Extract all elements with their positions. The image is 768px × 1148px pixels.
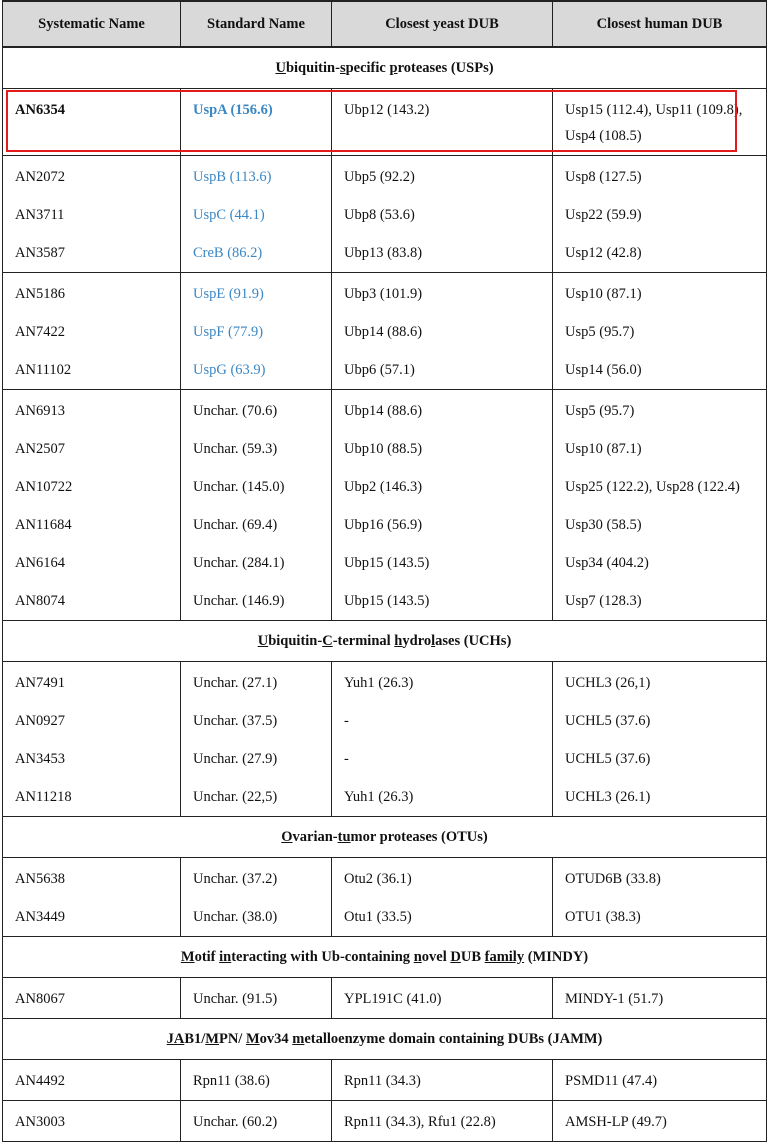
human-dub-cell: Usp5 (95.7) [553,390,767,431]
human-dub-cell: Usp22 (59.9) [553,196,767,234]
section-title-part: ydro [402,633,432,649]
table-row [3,1101,767,1142]
yeast-dub-cell: Ubp15 (143.5) [332,582,553,621]
section-title-part: U [275,60,286,76]
section-title-part: biquitin- [285,60,340,76]
human-dub-cell: PSMD11 (47.4) [553,1060,767,1101]
table-row [3,740,767,778]
section-title-part: h [394,633,403,649]
systematic-name-cell: AN2507 [3,430,181,468]
section-title-part: pecific [345,60,390,76]
systematic-name-cell: AN11102 [3,351,181,390]
table-row [3,662,767,703]
yeast-dub-cell: Ubp5 (92.2) [332,156,553,197]
table-row [3,196,767,234]
section-title-part: ases (UCHs) [435,633,512,649]
header-standard-name: Standard Name [181,1,332,47]
systematic-name-cell: AN3453 [3,740,181,778]
yeast-dub-cell: Ubp3 (101.9) [332,273,553,314]
section-header-row [3,47,767,89]
standard-name-cell: Unchar. (284.1) [181,544,332,582]
human-dub-cell: Usp8 (127.5) [553,156,767,197]
section-title [3,817,767,858]
standard-name-cell[interactable]: UspB (113.6) [181,156,332,197]
section-title-part: O [281,829,293,845]
systematic-name-cell: AN2072 [3,156,181,197]
human-dub-cell: Usp25 (122.2), Usp28 (122.4) [553,468,767,506]
section-title [3,1019,767,1060]
human-dub-cell: Usp34 (404.2) [553,544,767,582]
human-dub-cell: Usp12 (42.8) [553,234,767,273]
standard-name-cell[interactable]: UspC (44.1) [181,196,332,234]
yeast-dub-cell: - [332,702,553,740]
systematic-name-cell: AN6913 [3,390,181,431]
yeast-dub-cell: Otu2 (36.1) [332,858,553,899]
table-row [3,313,767,351]
section-header-row [3,1019,767,1060]
table-row [3,1060,767,1101]
standard-name-cell: Unchar. (38.0) [181,898,332,937]
header-row [3,1,767,47]
section-title-part: teracting with Ub-containing [231,949,414,965]
yeast-dub-cell: Ubp12 (143.2) [332,89,553,156]
standard-name-cell: Unchar. (69.4) [181,506,332,544]
systematic-name-cell: AN11684 [3,506,181,544]
dub-table [2,0,767,1142]
systematic-name-cell: AN5186 [3,273,181,314]
header-systematic-name: Systematic Name [3,1,181,47]
human-dub-cell: UCHL3 (26.1) [553,778,767,817]
systematic-name-cell: AN3449 [3,898,181,937]
human-dub-cell: Usp5 (95.7) [553,313,767,351]
yeast-dub-cell: Yuh1 (26.3) [332,662,553,703]
yeast-dub-cell: Yuh1 (26.3) [332,778,553,817]
systematic-name-cell: AN8067 [3,978,181,1019]
systematic-name-cell: AN11218 [3,778,181,817]
table-row [3,156,767,197]
human-dub-cell: UCHL5 (37.6) [553,740,767,778]
section-title-part: M [205,1031,219,1047]
yeast-dub-cell: Rpn11 (34.3) [332,1060,553,1101]
section-title-part: PN/ [218,1031,246,1047]
section-title-part: JA [166,1031,185,1047]
systematic-name-cell: AN8074 [3,582,181,621]
yeast-dub-cell: Ubp2 (146.3) [332,468,553,506]
section-title-part: family [484,949,525,965]
human-dub-cell: Usp7 (128.3) [553,582,767,621]
section-title-part: varian- [292,829,338,845]
section-header-row [3,817,767,858]
section-title-part: ov34 [259,1031,293,1047]
section-title-part: mor proteases (OTUs) [350,829,488,845]
table-row [3,544,767,582]
section-title-part: ovel [421,949,451,965]
systematic-name-cell: AN3003 [3,1101,181,1142]
table-row [3,390,767,431]
section-title-part: in [219,949,232,965]
human-dub-cell: Usp10 (87.1) [553,430,767,468]
systematic-name-cell: AN6354 [3,89,181,156]
systematic-name-cell: AN3587 [3,234,181,273]
standard-name-cell: Unchar. (37.5) [181,702,332,740]
table-row [3,273,767,314]
yeast-dub-cell: Ubp6 (57.1) [332,351,553,390]
section-title-part: U [257,633,269,649]
human-dub-cell: Usp30 (58.5) [553,506,767,544]
yeast-dub-cell: Ubp10 (88.5) [332,430,553,468]
section-title-part: B1/ [184,1031,206,1047]
standard-name-cell[interactable]: UspF (77.9) [181,313,332,351]
human-dub-cell: AMSH-LP (49.7) [553,1101,767,1142]
standard-name-cell: Unchar. (91.5) [181,978,332,1019]
table-row [3,430,767,468]
table-row [3,351,767,390]
table-row [3,234,767,273]
table-body [3,47,767,1142]
table-row [3,778,767,817]
section-title-part: M [245,1031,260,1047]
section-title-part: (MINDY) [524,949,589,965]
table-row [3,898,767,937]
dub-table-container [2,0,766,1142]
section-title-part: s [339,60,346,76]
standard-name-cell: Unchar. (145.0) [181,468,332,506]
yeast-dub-cell: YPL191C (41.0) [332,978,553,1019]
yeast-dub-cell: Ubp14 (88.6) [332,313,553,351]
section-title [3,621,767,662]
yeast-dub-cell: Ubp15 (143.5) [332,544,553,582]
table-row [3,89,767,156]
systematic-name-cell: AN3711 [3,196,181,234]
standard-name-cell: Unchar. (27.1) [181,662,332,703]
yeast-dub-cell: Otu1 (33.5) [332,898,553,937]
standard-name-cell: Unchar. (22,5) [181,778,332,817]
section-title-part: biquitin- [268,633,323,649]
human-dub-cell: UCHL3 (26,1) [553,662,767,703]
section-title-part: UB [460,949,485,965]
yeast-dub-cell: Ubp14 (88.6) [332,390,553,431]
human-dub-cell: Usp10 (87.1) [553,273,767,314]
systematic-name-cell: AN7491 [3,662,181,703]
section-title-part: roteases (USPs) [397,60,494,76]
section-title [3,937,767,978]
standard-name-cell: Unchar. (27.9) [181,740,332,778]
standard-name-cell: Unchar. (146.9) [181,582,332,621]
table-row [3,978,767,1019]
systematic-name-cell: AN6164 [3,544,181,582]
yeast-dub-cell: Rpn11 (34.3), Rfu1 (22.8) [332,1101,553,1142]
section-title-part: C [322,633,333,649]
standard-name-cell[interactable]: UspE (91.9) [181,273,332,314]
table-row [3,858,767,899]
yeast-dub-cell: Ubp8 (53.6) [332,196,553,234]
section-title [3,47,767,89]
section-title-part: M [180,949,195,965]
section-title-part: otif [194,949,220,965]
section-title-part: -terminal [332,633,395,649]
standard-name-cell: Unchar. (70.6) [181,390,332,431]
human-dub-cell: OTUD6B (33.8) [553,858,767,899]
yeast-dub-cell: Ubp16 (56.9) [332,506,553,544]
standard-name-cell: Unchar. (59.3) [181,430,332,468]
systematic-name-cell: AN0927 [3,702,181,740]
human-dub-cell: UCHL5 (37.6) [553,702,767,740]
human-dub-cell: OTU1 (38.3) [553,898,767,937]
standard-name-cell[interactable]: UspA (156.6) [181,89,332,156]
human-dub-cell: MINDY-1 (51.7) [553,978,767,1019]
section-title-part: l [431,633,436,649]
human-dub-cell: Usp14 (56.0) [553,351,767,390]
standard-name-cell: Unchar. (60.2) [181,1101,332,1142]
table-row [3,468,767,506]
header-closest-human-dub: Closest human DUB [553,1,767,47]
section-title-part: D [450,949,461,965]
standard-name-cell: Unchar. (37.2) [181,858,332,899]
section-title-part: tu [337,829,351,845]
section-header-row [3,937,767,978]
yeast-dub-cell: - [332,740,553,778]
header-closest-yeast-dub: Closest yeast DUB [332,1,553,47]
systematic-name-cell: AN4492 [3,1060,181,1101]
section-title-part: etalloenzyme domain containing DUBs (JAMM) [304,1031,603,1047]
table-row [3,702,767,740]
standard-name-cell[interactable]: UspG (63.9) [181,351,332,390]
table-row [3,506,767,544]
table-row [3,582,767,621]
section-title-part: n [413,949,422,965]
section-header-row [3,621,767,662]
standard-name-cell: Rpn11 (38.6) [181,1060,332,1101]
human-dub-cell: Usp15 (112.4), Usp11 (109.8), Usp4 (108.5) [553,89,767,156]
section-title-part: m [292,1031,305,1047]
yeast-dub-cell: Ubp13 (83.8) [332,234,553,273]
systematic-name-cell: AN7422 [3,313,181,351]
standard-name-cell[interactable]: CreB (86.2) [181,234,332,273]
systematic-name-cell: AN5638 [3,858,181,899]
section-title-part: p [389,60,398,76]
systematic-name-cell: AN10722 [3,468,181,506]
